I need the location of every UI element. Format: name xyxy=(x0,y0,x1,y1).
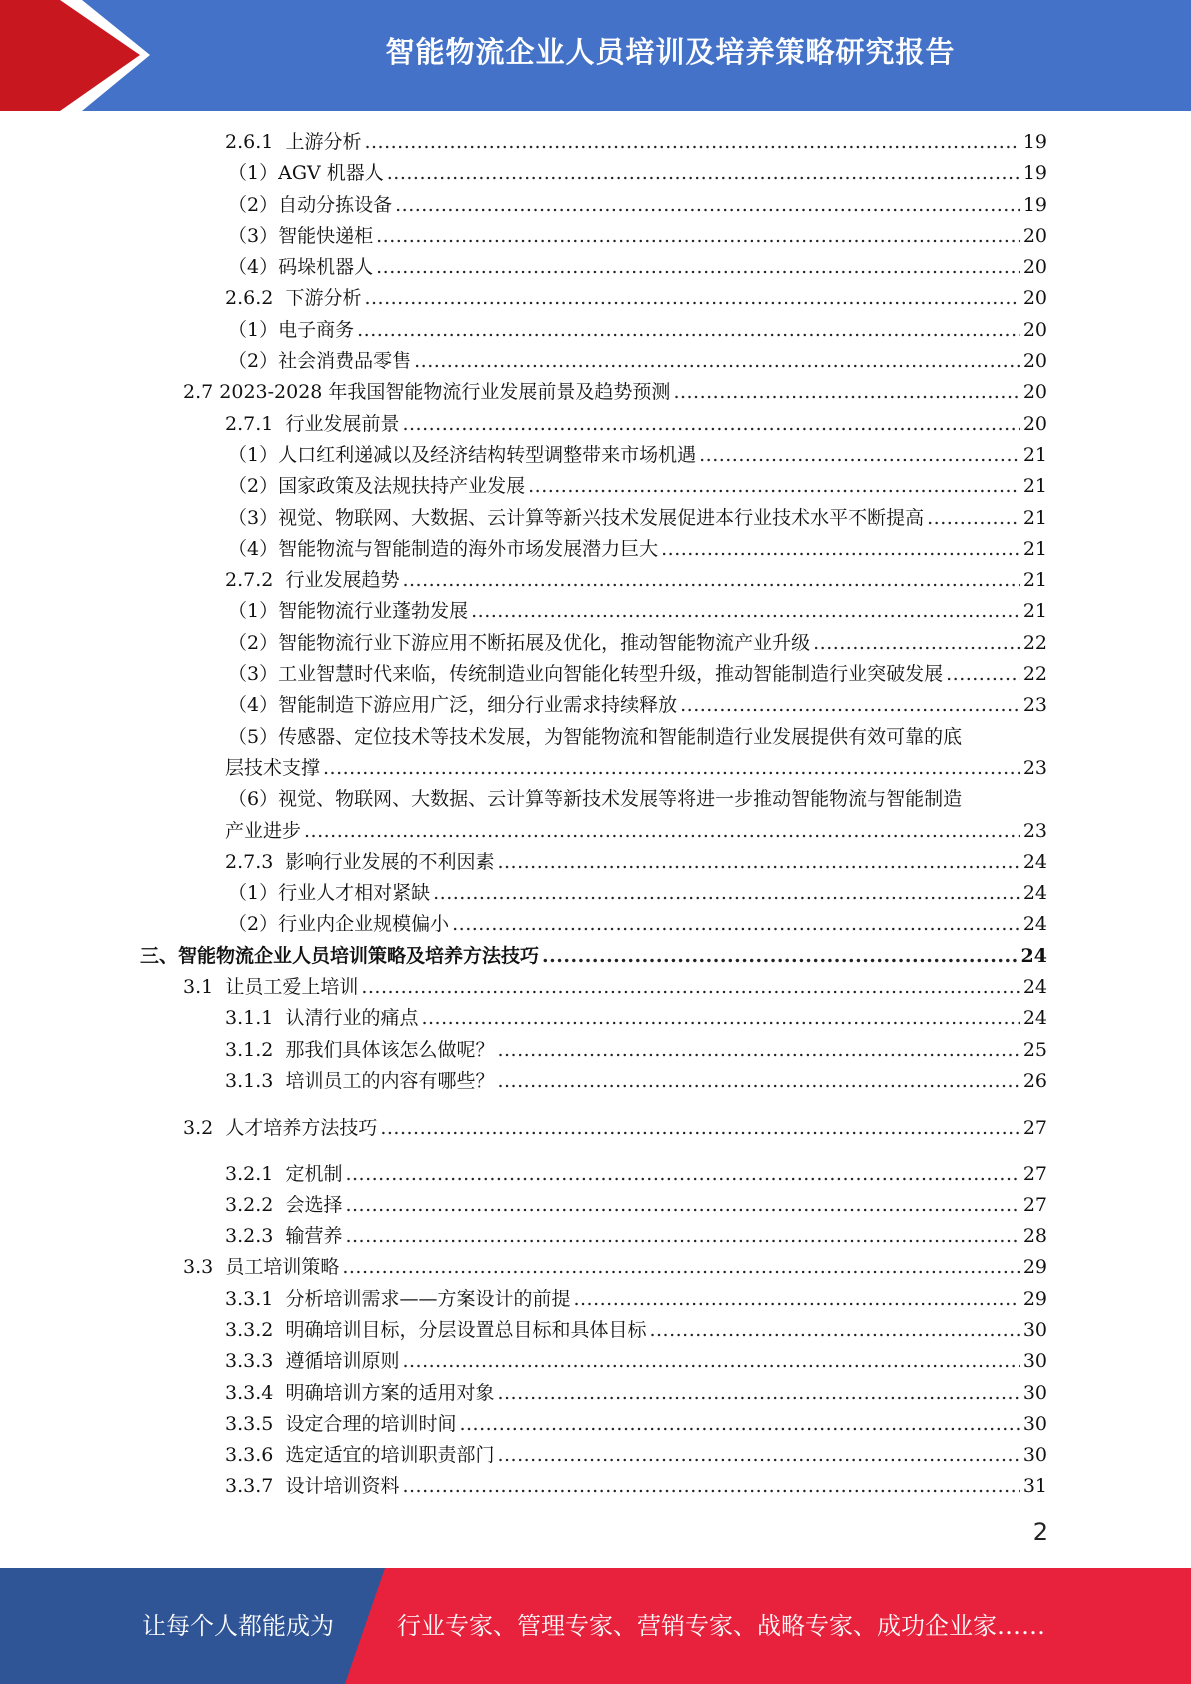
toc-page: 24 xyxy=(1020,944,1047,967)
toc-page: 27 xyxy=(1022,1193,1047,1216)
toc-entry[interactable]: （2）智能物流行业下游应用不断拓展及优化，推动智能物流产业升级 ..... 22 xyxy=(228,627,1047,658)
toc-entry[interactable]: 3.3.7 设计培训资料 ..... 31 xyxy=(225,1470,1047,1501)
toc-page: 20 xyxy=(1022,412,1047,435)
toc-row xyxy=(0,1034,1191,1065)
header-arrow-logo xyxy=(0,0,150,111)
toc-page: 19 xyxy=(1022,162,1047,185)
toc-row xyxy=(0,470,1191,501)
toc-entry[interactable]: 2.7.3 影响行业发展的不利因素 ..... 24 xyxy=(225,846,1047,877)
toc-page: 30 xyxy=(1022,1318,1047,1341)
toc-row xyxy=(0,1408,1191,1439)
toc-entry[interactable]: 3.1 让员工爱上培训 ..... 24 xyxy=(183,971,1047,1002)
toc-row xyxy=(0,689,1191,720)
toc-page: 24 xyxy=(1022,913,1047,936)
toc-row xyxy=(0,282,1191,313)
toc-entry-continuation[interactable]: 层技术支撑 ..... 23 xyxy=(225,752,1047,783)
toc-page: 30 xyxy=(1022,1412,1047,1435)
toc-page: 30 xyxy=(1022,1350,1047,1373)
toc-entry-first-line[interactable]: （5）传感器、定位技术等技术发展，为智能物流和智能制造行业发展提供有效可靠的底 xyxy=(228,725,963,748)
page-number: 2 xyxy=(1032,1518,1048,1546)
toc-entry[interactable]: 3.3 员工培训策略 ..... 29 xyxy=(183,1251,1047,1282)
toc-row xyxy=(0,658,1191,689)
toc-row xyxy=(0,627,1191,658)
table-of-contents xyxy=(0,126,1191,1502)
toc-row xyxy=(0,940,1191,971)
toc-page: 24 xyxy=(1022,976,1047,999)
toc-row xyxy=(0,189,1191,220)
toc-entry[interactable]: 3.2.3 输营养 ..... 28 xyxy=(225,1220,1047,1251)
toc-entry[interactable]: 2.7.1 行业发展前景 ..... 20 xyxy=(225,408,1047,439)
toc-page: 29 xyxy=(1022,1256,1047,1279)
toc-row xyxy=(0,439,1191,470)
toc-page: 21 xyxy=(1022,443,1047,466)
toc-row xyxy=(0,846,1191,877)
toc-page: 24 xyxy=(1022,850,1047,873)
toc-row xyxy=(0,157,1191,188)
toc-entry[interactable]: 2.6.1 上游分析 ..... 19 xyxy=(225,126,1047,157)
toc-entry[interactable]: （3）工业智慧时代来临，传统制造业向智能化转型升级，推动智能制造行业突破发展 ..... 22 xyxy=(228,658,1047,689)
toc-entry[interactable]: 3.3.3 遵循培训原则 ..... 30 xyxy=(225,1345,1047,1376)
toc-page: 24 xyxy=(1022,882,1047,905)
toc-row xyxy=(0,533,1191,564)
toc-page: 21 xyxy=(1022,537,1047,560)
toc-entry-continuation[interactable]: 产业进步 ..... 23 xyxy=(225,815,1047,846)
toc-page: 26 xyxy=(1022,1069,1047,1092)
toc-entry[interactable]: （2）行业内企业规模偏小 ..... 24 xyxy=(228,908,1047,939)
toc-page: 21 xyxy=(1022,569,1047,592)
toc-page: 20 xyxy=(1022,381,1047,404)
toc-page: 22 xyxy=(1022,663,1047,686)
toc-page: 23 xyxy=(1022,756,1047,779)
toc-entry[interactable]: （4）码垛机器人 ..... 20 xyxy=(228,251,1047,282)
toc-page: 20 xyxy=(1022,256,1047,279)
toc-page: 19 xyxy=(1022,193,1047,216)
toc-entry[interactable]: 3.1.1 认清行业的痛点 ..... 24 xyxy=(225,1002,1047,1033)
toc-row xyxy=(0,783,1191,814)
toc-row xyxy=(0,752,1191,783)
toc-page: 24 xyxy=(1022,1007,1047,1030)
toc-row xyxy=(0,1470,1191,1501)
toc-entry[interactable]: （2）社会消费品零售 ..... 20 xyxy=(228,345,1047,376)
toc-entry[interactable]: 3.3.4 明确培训方案的适用对象 ..... 30 xyxy=(225,1377,1047,1408)
toc-row xyxy=(0,1377,1191,1408)
toc-entry[interactable]: 3.3.5 设定合理的培训时间 ..... 30 xyxy=(225,1408,1047,1439)
toc-page: 21 xyxy=(1022,475,1047,498)
toc-entry[interactable]: （4）智能制造下游应用广泛，细分行业需求持续释放 ..... 23 xyxy=(228,689,1047,720)
toc-entry[interactable]: （1）智能物流行业蓬勃发展 ..... 21 xyxy=(228,595,1047,626)
toc-row xyxy=(0,1189,1191,1220)
toc-page: 22 xyxy=(1022,631,1047,654)
toc-entry-first-line[interactable]: （6）视觉、物联网、大数据、云计算等新技术发展等将进一步推动智能物流与智能制造 xyxy=(228,788,963,811)
toc-row xyxy=(0,971,1191,1002)
toc-row xyxy=(0,1283,1191,1314)
toc-entry[interactable]: 3.2 人才培养方法技巧 ..... 27 xyxy=(183,1112,1047,1143)
toc-page: 25 xyxy=(1022,1038,1047,1061)
toc-row xyxy=(0,376,1191,407)
toc-row xyxy=(0,564,1191,595)
toc-page: 30 xyxy=(1022,1444,1047,1467)
toc-row xyxy=(0,721,1191,752)
toc-row xyxy=(0,1345,1191,1376)
toc-row xyxy=(0,877,1191,908)
report-title: 智能物流企业人员培训及培养策略研究报告 xyxy=(385,34,956,69)
toc-row xyxy=(0,314,1191,345)
toc-entry[interactable]: 2.6.2 下游分析 ..... 20 xyxy=(225,282,1047,313)
toc-row xyxy=(0,408,1191,439)
toc-entry[interactable]: （3）视觉、物联网、大数据、云计算等新兴技术发展促进本行业技术水平不断提高 ..... 21 xyxy=(228,502,1047,533)
toc-row xyxy=(0,220,1191,251)
toc-entry[interactable]: 2.7 2023-2028 年我国智能物流行业发展前景及趋势预测 ..... 20 xyxy=(183,376,1047,407)
toc-entry[interactable]: 2.7.2 行业发展趋势 ..... 21 xyxy=(225,564,1047,595)
toc-entry[interactable]: 3.1.2 那我们具体该怎么做呢？ ..... 25 xyxy=(225,1034,1047,1065)
toc-page: 29 xyxy=(1022,1287,1047,1310)
toc-page: 21 xyxy=(1022,600,1047,623)
toc-row xyxy=(0,815,1191,846)
toc-page: 21 xyxy=(1022,506,1047,529)
toc-page: 31 xyxy=(1022,1475,1047,1498)
toc-entry[interactable]: 3.1.3 培训员工的内容有哪些？ ..... 26 xyxy=(225,1065,1047,1096)
toc-row xyxy=(0,502,1191,533)
toc-page: 19 xyxy=(1022,131,1047,153)
toc-row xyxy=(0,1112,1191,1143)
toc-page: 30 xyxy=(1022,1381,1047,1404)
toc-entry[interactable]: 3.3.1 分析培训需求——方案设计的前提 ..... 29 xyxy=(225,1283,1047,1314)
toc-row xyxy=(0,1002,1191,1033)
toc-entry[interactable]: （1）AGV 机器人 ..... 19 xyxy=(228,157,1047,188)
toc-chapter-entry[interactable]: 三、智能物流企业人员培训策略及培养方法技巧 ..... 24 xyxy=(140,940,1047,971)
toc-row xyxy=(0,1158,1191,1189)
toc-row xyxy=(0,1251,1191,1282)
toc-entry[interactable]: （1）行业人才相对紧缺 ..... 24 xyxy=(228,877,1047,908)
footer-slogan: 让每个人都能成为 xyxy=(142,1612,334,1640)
toc-row xyxy=(0,126,1191,157)
toc-entry[interactable]: （2）国家政策及法规扶持产业发展 ..... 21 xyxy=(228,470,1047,501)
toc-entry[interactable]: 3.2.2 会选择 ..... 27 xyxy=(225,1189,1047,1220)
toc-row xyxy=(0,1314,1191,1345)
toc-row xyxy=(0,1065,1191,1096)
toc-page: 23 xyxy=(1022,819,1047,842)
toc-page: 23 xyxy=(1022,694,1047,717)
toc-entry[interactable]: （2）自动分拣设备 ..... 19 xyxy=(228,189,1047,220)
toc-row xyxy=(0,345,1191,376)
toc-row xyxy=(0,1439,1191,1470)
toc-entry[interactable]: （1）人口红利递减以及经济结构转型调整带来市场机遇 ..... 21 xyxy=(228,439,1047,470)
toc-page: 27 xyxy=(1022,1117,1047,1140)
toc-entry[interactable]: 3.3.2 明确培训目标，分层设置总目标和具体目标 ..... 30 xyxy=(225,1314,1047,1345)
toc-entry[interactable]: （1）电子商务 ..... 20 xyxy=(228,314,1047,345)
toc-entry[interactable]: （3）智能快递柜 ..... 20 xyxy=(228,220,1047,251)
toc-page: 20 xyxy=(1022,318,1047,341)
toc-row xyxy=(0,908,1191,939)
footer-roles: 行业专家、管理专家、营销专家、战略专家、成功企业家…… xyxy=(397,1612,1045,1640)
page-footer xyxy=(0,1568,1191,1684)
toc-entry[interactable]: 3.3.6 选定适宜的培训职责部门 ..... 30 xyxy=(225,1439,1047,1470)
toc-entry[interactable]: 3.2.1 定机制 ..... 27 xyxy=(225,1158,1047,1189)
page-header xyxy=(0,0,1191,111)
toc-page: 27 xyxy=(1022,1162,1047,1185)
toc-page: 28 xyxy=(1022,1225,1047,1248)
toc-page: 20 xyxy=(1022,350,1047,373)
toc-entry[interactable]: （4）智能物流与智能制造的海外市场发展潜力巨大 ..... 21 xyxy=(228,533,1047,564)
toc-row xyxy=(0,1220,1191,1251)
toc-row xyxy=(0,251,1191,282)
toc-page: 20 xyxy=(1022,287,1047,310)
toc-row xyxy=(0,595,1191,626)
toc-page: 20 xyxy=(1022,224,1047,247)
